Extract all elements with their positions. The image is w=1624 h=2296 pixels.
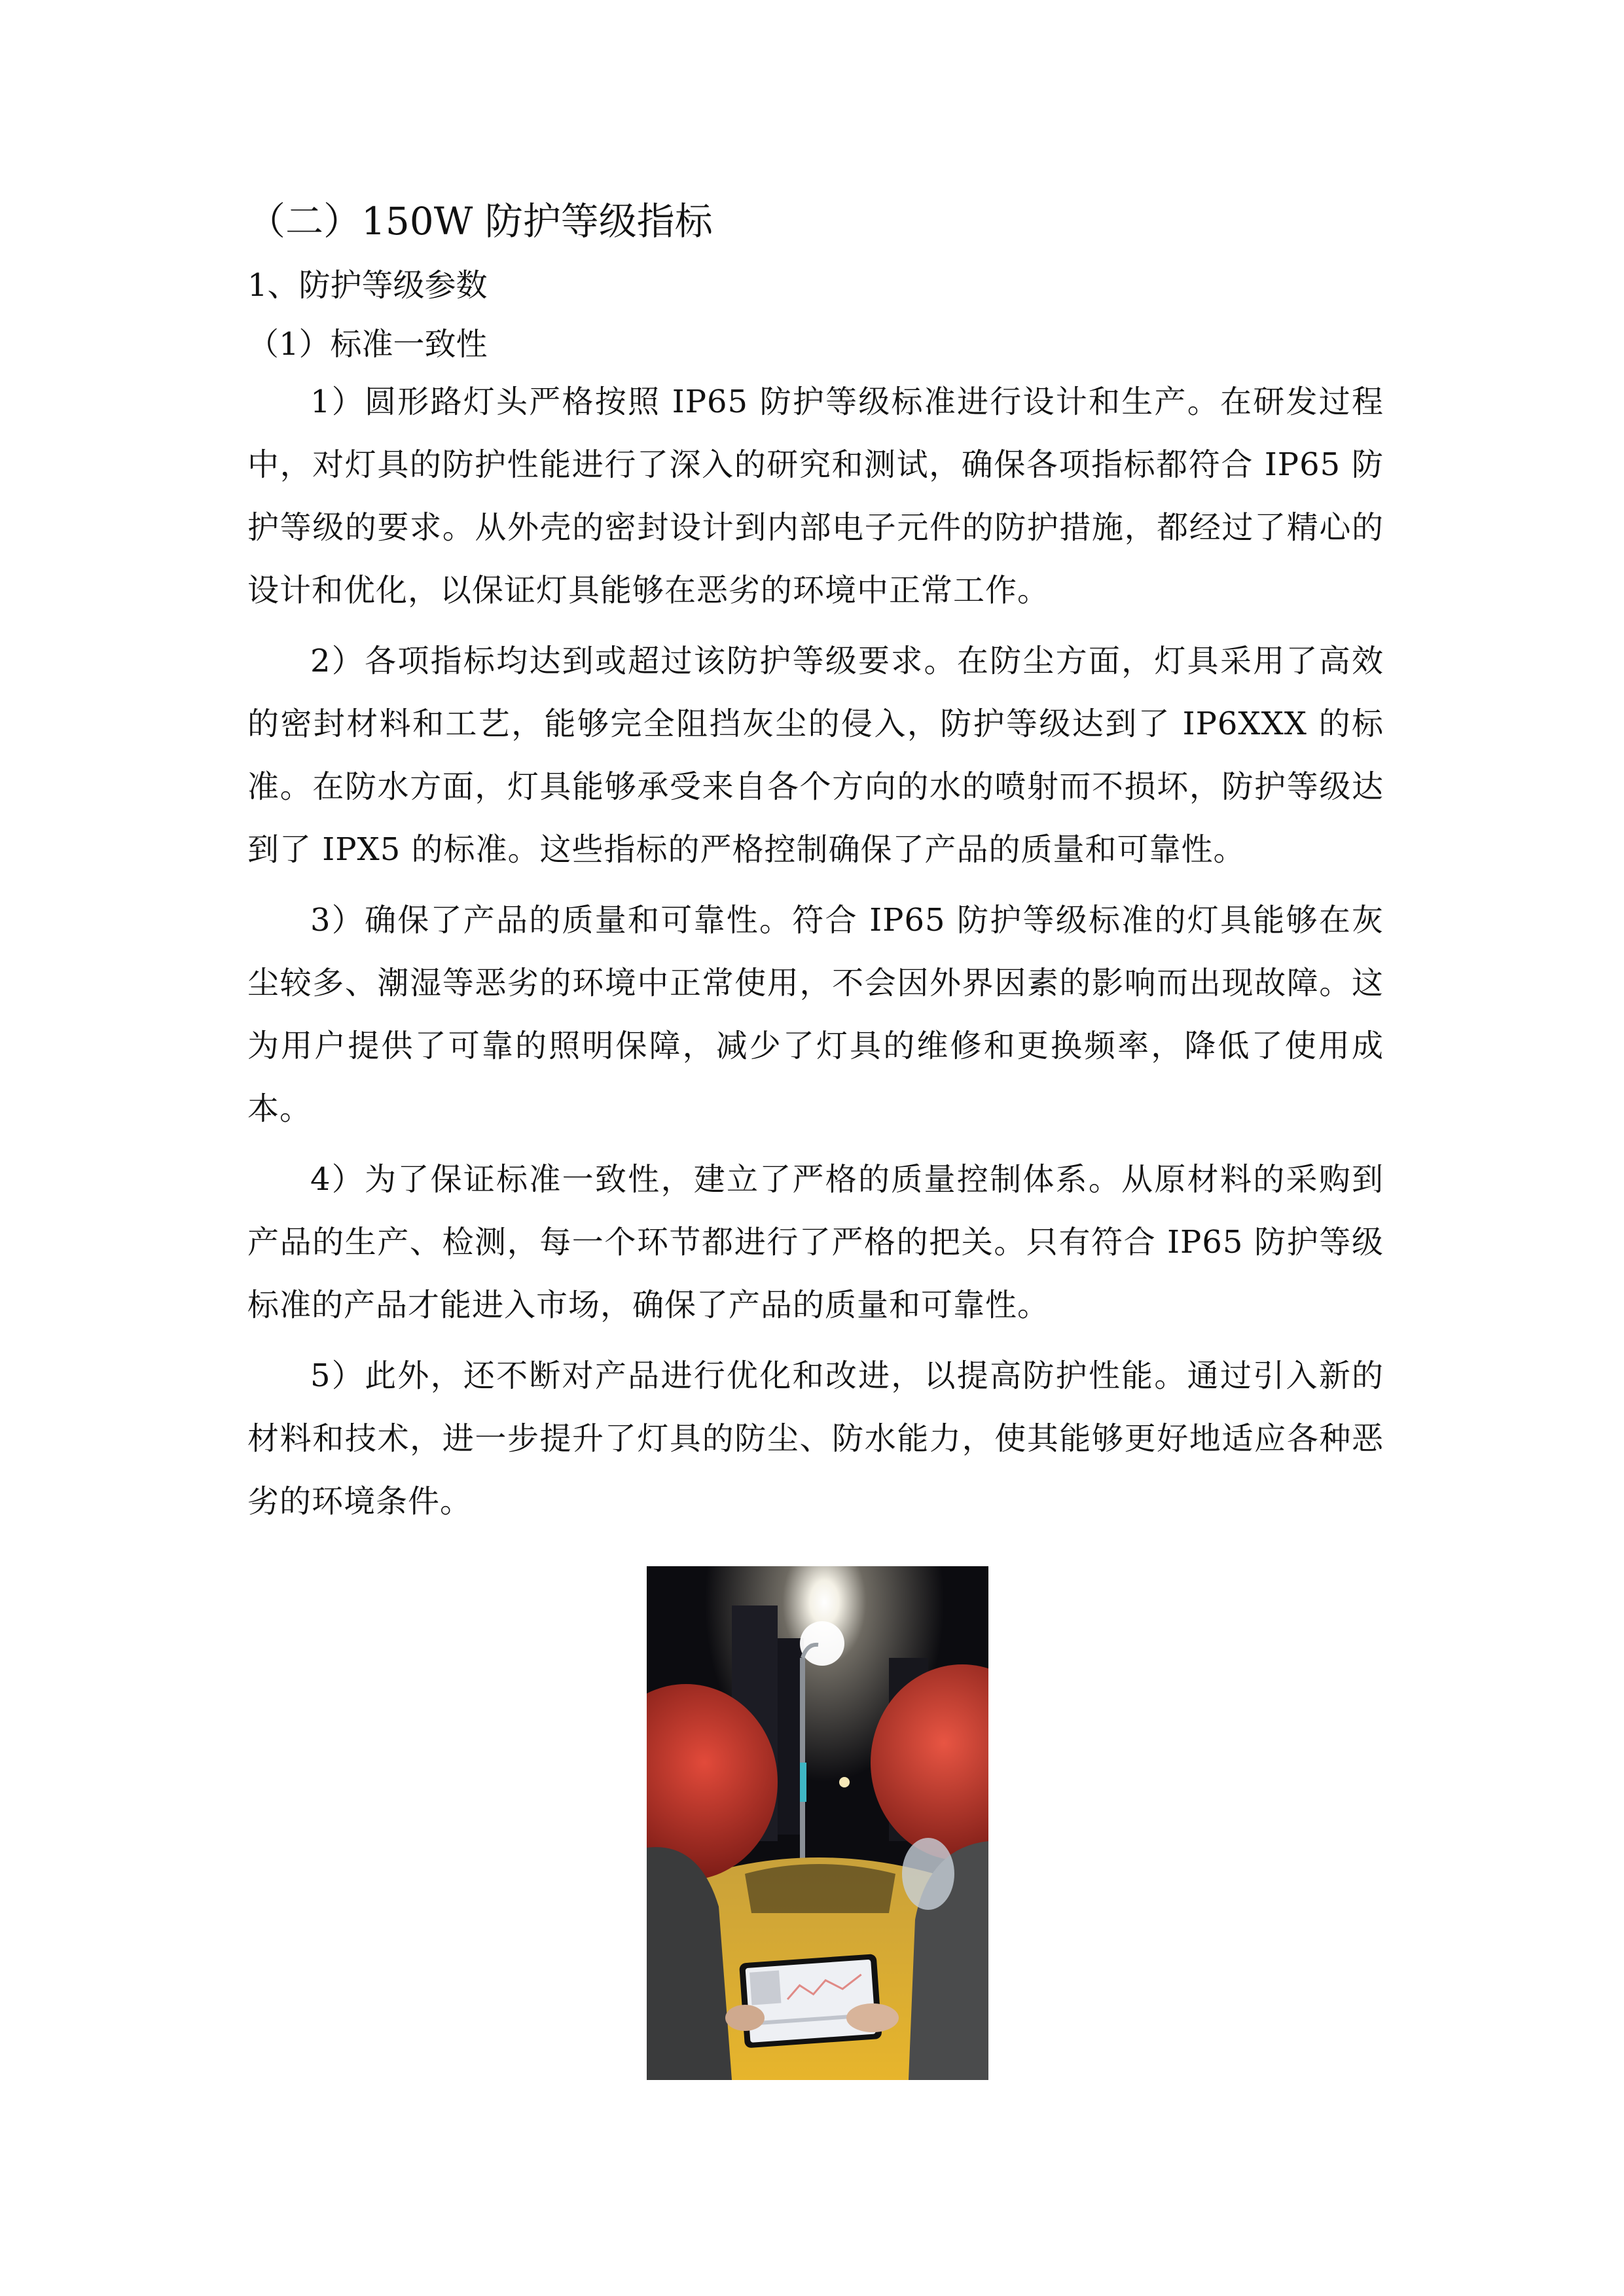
body-text [247,370,1384,1541]
street-light-lamp [800,1621,844,1666]
paragraph-5: 5）此外，还不断对产品进行优化和改进，以提高防护性能。通过引入新的材料和技术，进一步提升了灯具的防尘、防水能力，使其能够更好地适应各种恶劣的环境条件。 [247,1357,1384,1520]
inspection-photo [647,1566,988,2080]
photo-illustration [647,1566,988,2080]
paragraph-2: 2）各项指标均达到或超过该防护等级要求。在防尘方面，灯具采用了高效的密封材料和工艺，能够完全阻挡灰尘的侵入，防护等级达到了 IP6XXX 的标准。在防水方面，灯具能够承受来自各个方向的水的喷射而不损坏，防护等级达到了 IPX5 的标准。这些指标的严格控制确保了产品的质量和可靠性。 [247,643,1384,868]
paragraph-4: 4）为了保证标准一致性，建立了严格的质量控制体系。从原材料的采购到产品的生产、检测，每一个环节都进行了严格的把关。只有符合 IP65 防护等级标准的产品才能进入市场，确保了产品的质量和可靠性。 [247,1161,1384,1323]
paragraph-3: 3）确保了产品的质量和可靠性。符合 IP65 防护等级标准的灯具能够在灰尘较多、潮湿等恶劣的环境中正常使用，不会因外界因素的影响而出现故障。这为用户提供了可靠的照明保障，减少了灯具的维修和更换频率，降低了使用成本。 [247,902,1384,1127]
tablet-device [739,1954,882,2048]
subheading-protection-params: 1、防护等级参数 [247,267,488,304]
subheading-standard-consistency: （1）标准一致性 [247,326,488,363]
paragraph-1: 1）圆形路灯头严格按照 IP65 防护等级标准进行设计和生产。在研发过程中，对灯具的防护性能进行了深入的研究和测试，确保各项指标都符合 IP65 防护等级的要求。从外壳的密封设计到内部电子元件的防护措施，都经过了精心的设计和优化，以保证灯具能够在恶劣的环境中正常工作。 [247,384,1384,609]
section-title: （二）150W 防护等级指标 [247,199,713,243]
